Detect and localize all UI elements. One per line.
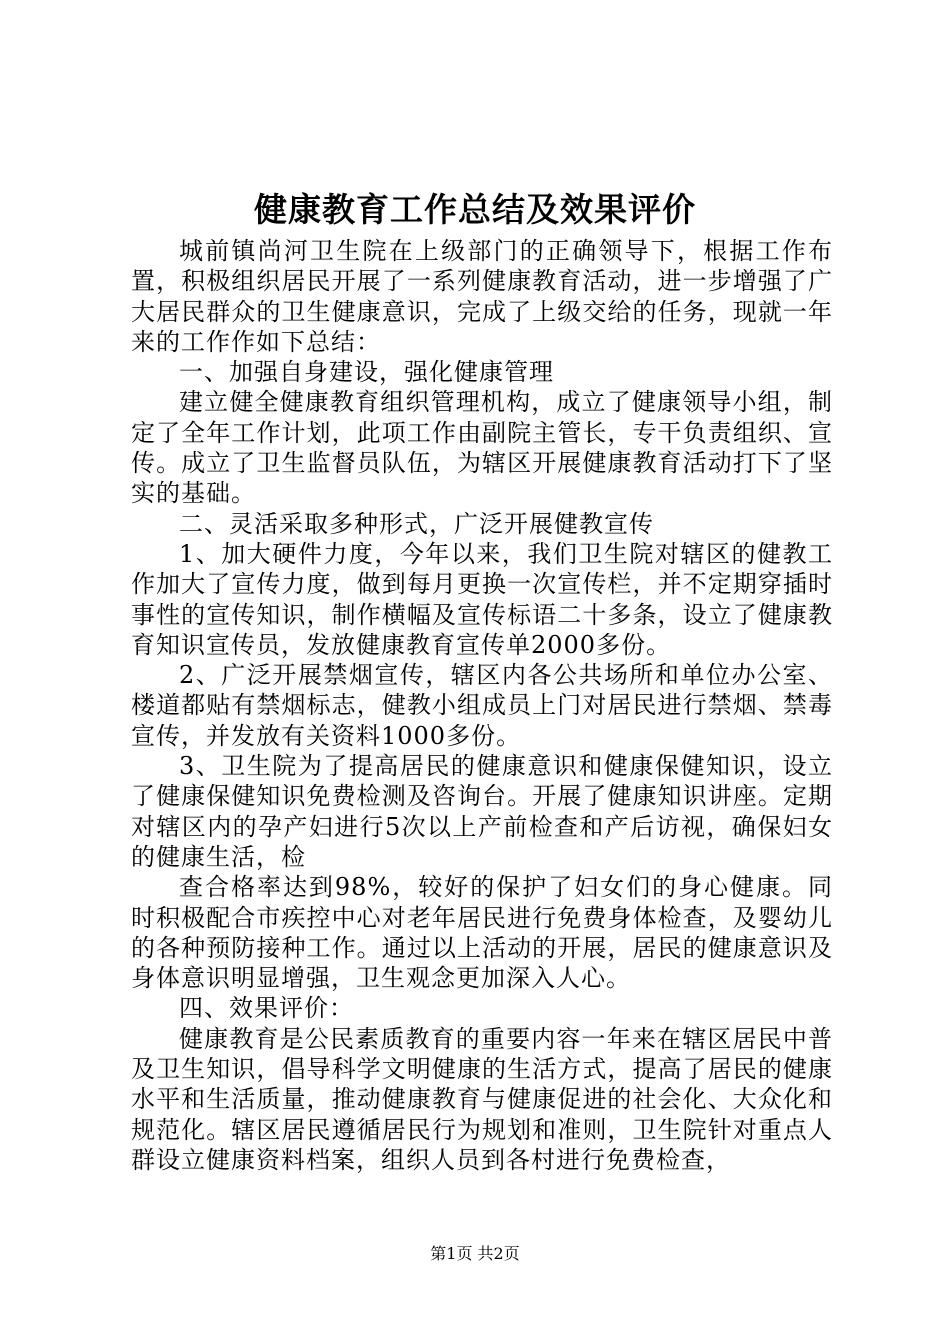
- document-title: 健康教育工作总结及效果评价: [254, 190, 696, 229]
- section-heading-2: 二、灵活采取多种形式，广泛开展健教宣传: [179, 509, 654, 538]
- paragraph: 健康教育是公民素质教育的重要内容一年来在辖区居民中普及卫生知识，倡导科学文明健康的生活方式，提高了居民的健康水平和生活质量，推动健康教育与健康促进的社会化、大众化和规范化。辖区居民遵循居民行为规划和准则，卫生院针对重点人群设立健康资料档案，组织人员到各村进行免费检查，: [131, 1024, 833, 1174]
- paragraph: 3、卫生院为了提高居民的健康意识和健康保健知识，设立了健康保健知识免费检测及咨询台。开展了健康知识讲座。定期对辖区内的孕产妇进行5次以上产前检查和产后访视，确保妇女的健康生活，检: [131, 752, 833, 871]
- paragraph-intro: 城前镇尚河卫生院在上级部门的正确领导下，根据工作布置，积极组织居民开展了一系列健康教育活动，进一步增强了广大居民群众的卫生健康意识，完成了上级交给的任务，现就一年来的工作作如下总结：: [131, 237, 833, 356]
- page-footer: 第1页 共2页: [430, 1244, 520, 1263]
- document-body: [131, 236, 833, 1175]
- paragraph: 查合格率达到98%，较好的保护了妇女们的身心健康。同时积极配合市疾控中心对老年居民进行免费身体检查，及婴幼儿的各种预防接种工作。通过以上活动的开展，居民的健康意识及身体意识明显增强，卫生观念更加深入人心。: [131, 873, 833, 993]
- paragraph: 建立健全健康教育组织管理机构，成立了健康领导小组，制定了全年工作计划，此项工作由副院主管长，专干负责组织、宣传。成立了卫生监督员队伍，为辖区开展健康教育活动打下了坚实的基础。: [131, 388, 833, 508]
- paragraph: 1、加大硬件力度，今年以来，我们卫生院对辖区的健教工作加大了宣传力度，做到每月更换一次宣传栏，并不定期穿插时事性的宣传知识，制作横幅及宣传标语二十多条，设立了健康教育知识宣传员，发放健康教育宣传单2000多份。: [131, 539, 833, 659]
- paragraph: 2、广泛开展禁烟宣传，辖区内各公共场所和单位办公室、楼道都贴有禁烟标志，健教小组成员上门对居民进行禁烟、禁毒宣传，并发放有关资料1000多份。: [131, 661, 833, 750]
- section-heading-1: 一、加强自身建设，强化健康管理: [179, 358, 554, 387]
- section-heading-4: 四、效果评价：: [179, 994, 354, 1023]
